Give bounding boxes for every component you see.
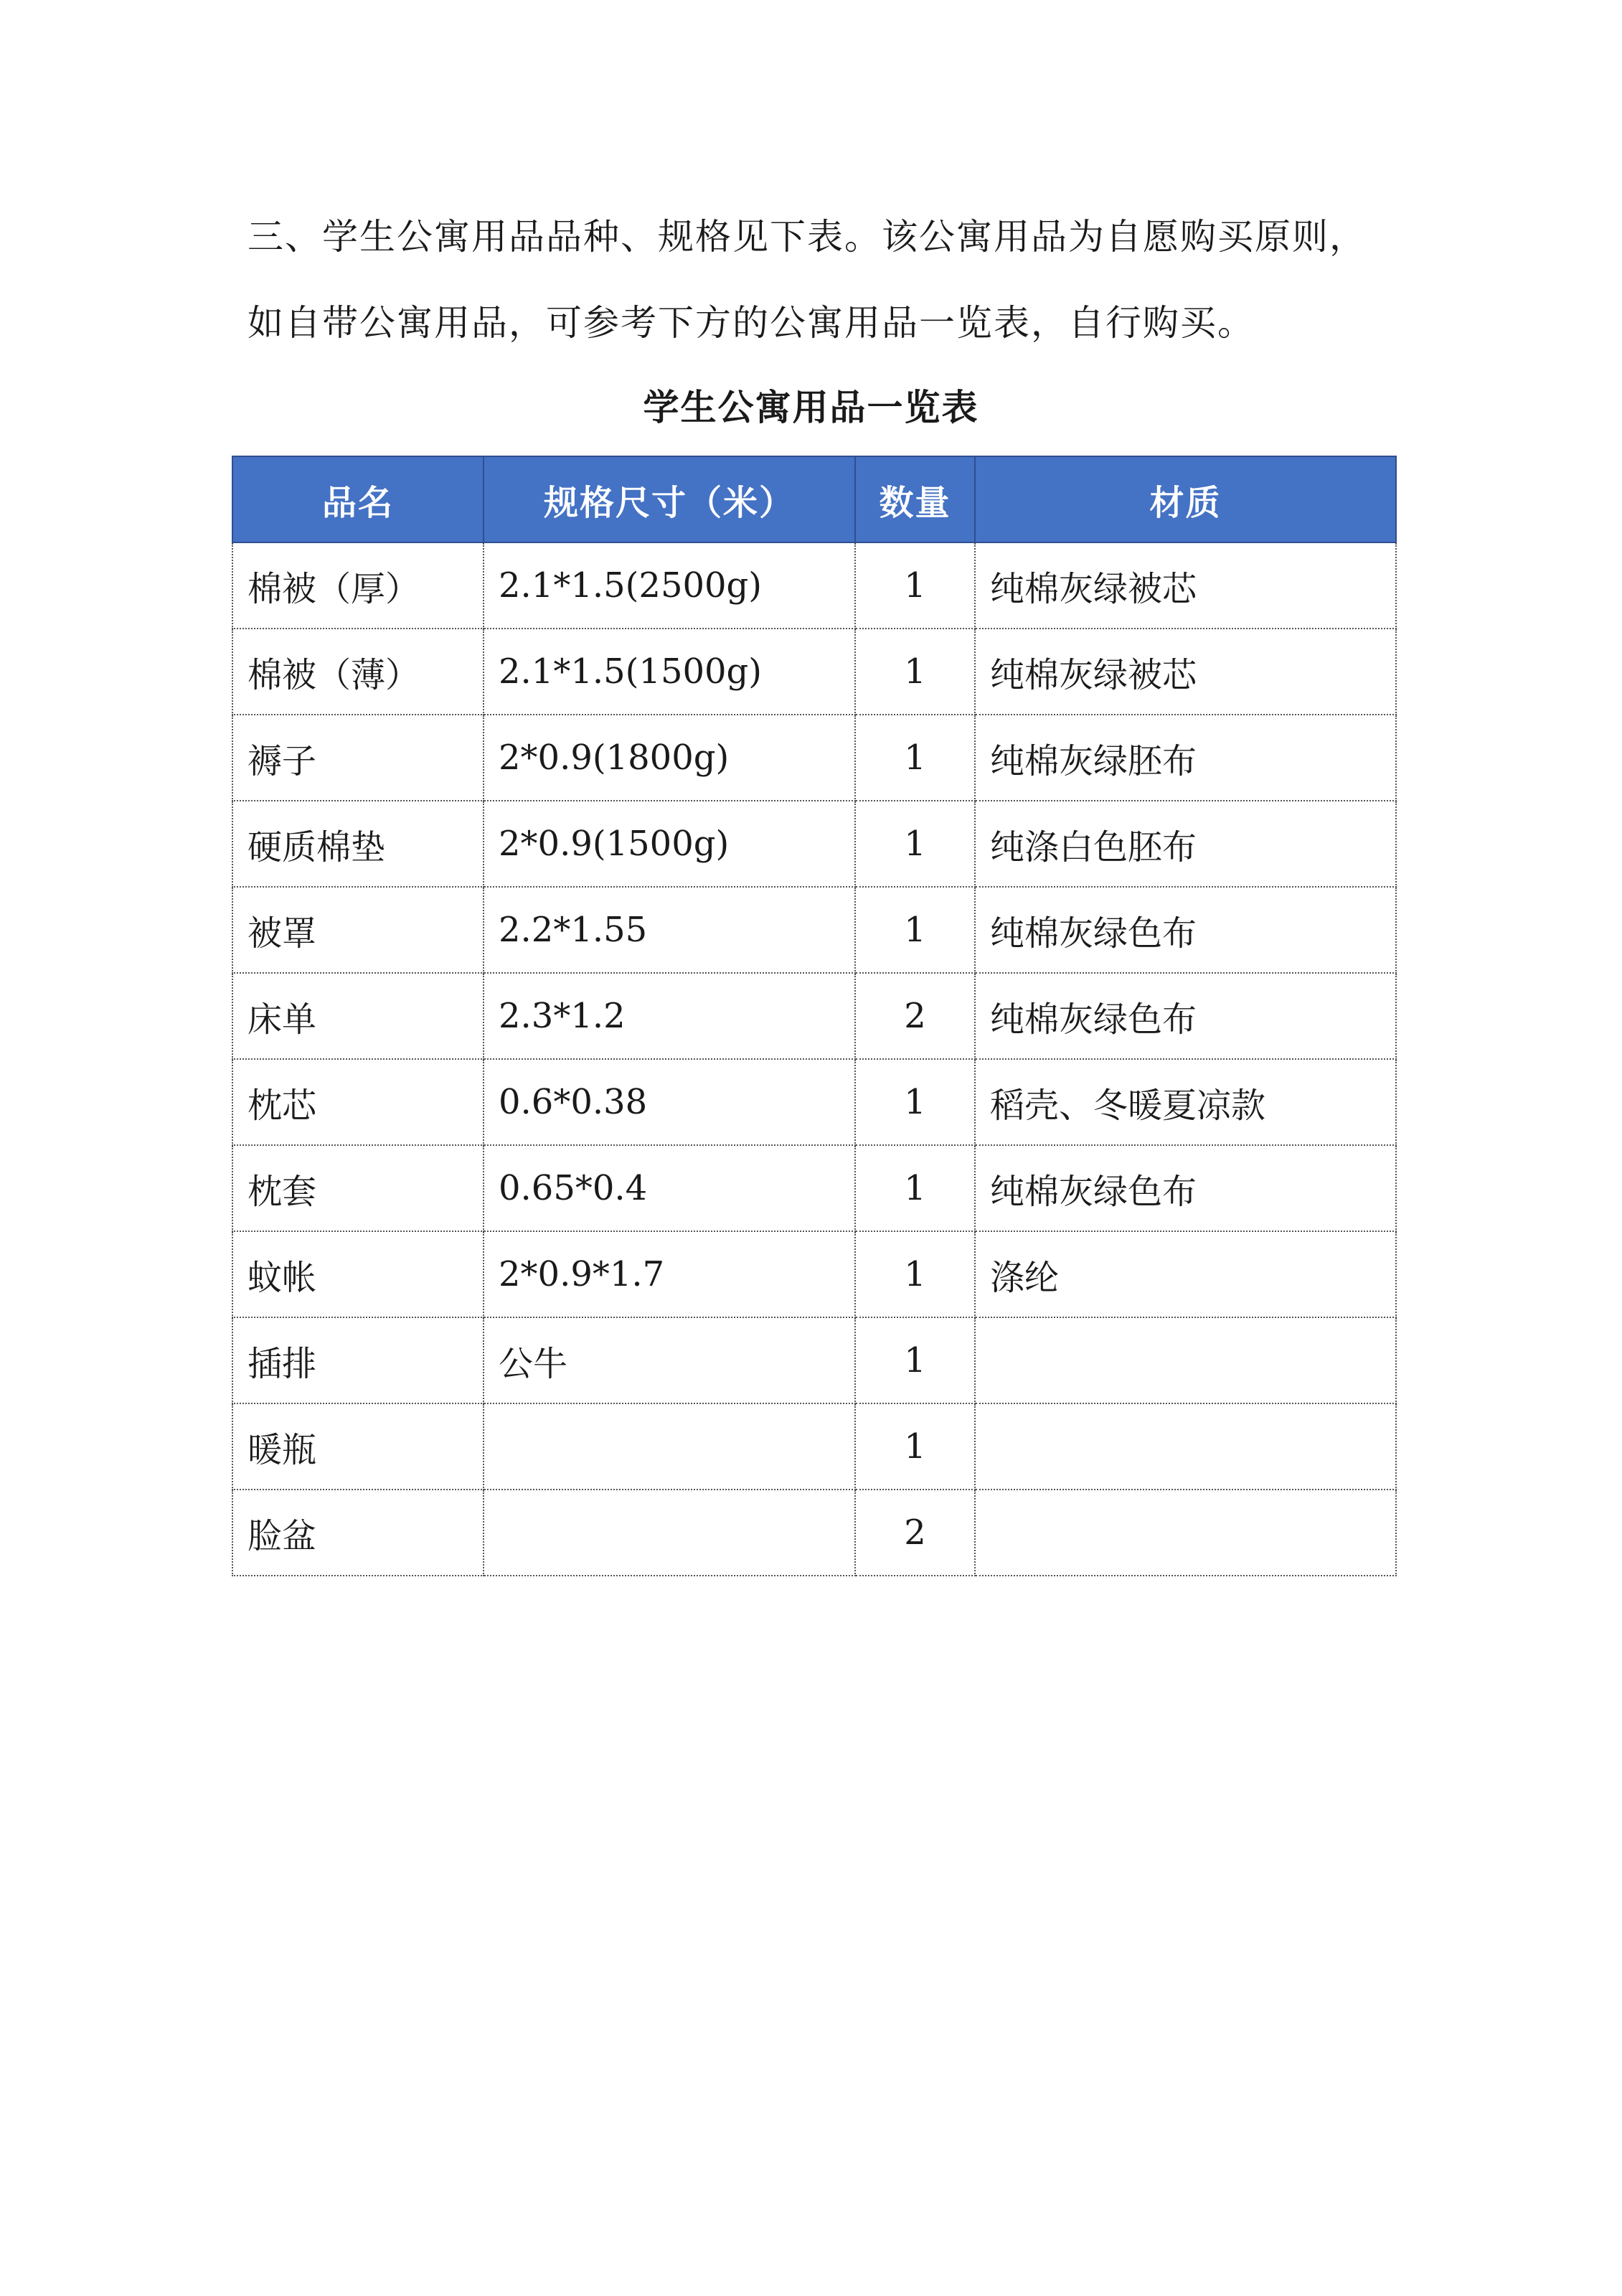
cell-spec: 2.2*1.55 [484, 887, 855, 973]
cell-material: 纯棉灰绿色布 [975, 973, 1396, 1059]
table-row [232, 1059, 1396, 1145]
cell-name: 暖瓶 [232, 1403, 484, 1490]
cell-name: 插排 [232, 1317, 484, 1403]
table-row [232, 1231, 1396, 1317]
cell-name: 床单 [232, 973, 484, 1059]
cell-name: 被罩 [232, 887, 484, 973]
table-header-row [232, 456, 1396, 542]
header-qty: 数量 [855, 456, 975, 542]
cell-name: 棉被（薄） [232, 629, 484, 715]
table-row [232, 629, 1396, 715]
header-material: 材质 [975, 456, 1396, 542]
supplies-table [232, 456, 1397, 1576]
cell-material: 纯棉灰绿色布 [975, 1145, 1396, 1231]
cell-spec: 0.6*0.38 [484, 1059, 855, 1145]
table-row [232, 715, 1396, 801]
table-row [232, 1145, 1396, 1231]
cell-name: 枕芯 [232, 1059, 484, 1145]
cell-name: 枕套 [232, 1145, 484, 1231]
table-row [232, 973, 1396, 1059]
cell-spec: 2.1*1.5(2500g) [484, 542, 855, 629]
cell-spec: 2*0.9*1.7 [484, 1231, 855, 1317]
cell-qty: 1 [855, 1231, 975, 1317]
table-title: 学生公寓用品一览表 [643, 386, 979, 428]
header-name: 品名 [232, 456, 484, 542]
cell-spec [484, 1490, 855, 1576]
cell-material: 纯棉灰绿被芯 [975, 629, 1396, 715]
cell-name: 蚊帐 [232, 1231, 484, 1317]
table-row [232, 1317, 1396, 1403]
cell-qty: 1 [855, 1317, 975, 1403]
cell-material [975, 1490, 1396, 1576]
header-spec: 规格尺寸（米） [484, 456, 855, 542]
cell-spec [484, 1403, 855, 1490]
cell-qty: 1 [855, 715, 975, 801]
cell-qty: 1 [855, 801, 975, 887]
cell-spec: 2*0.9(1500g) [484, 801, 855, 887]
cell-spec: 公牛 [484, 1317, 855, 1403]
cell-qty: 2 [855, 1490, 975, 1576]
table-row [232, 1490, 1396, 1576]
cell-qty: 1 [855, 1403, 975, 1490]
cell-material: 纯涤白色胚布 [975, 801, 1396, 887]
cell-qty: 1 [855, 1059, 975, 1145]
cell-material: 稻壳、冬暖夏凉款 [975, 1059, 1396, 1145]
cell-material [975, 1317, 1396, 1403]
cell-qty: 1 [855, 629, 975, 715]
cell-qty: 2 [855, 973, 975, 1059]
cell-qty: 1 [855, 1145, 975, 1231]
table-row [232, 1403, 1396, 1490]
intro-paragraph-line-1: 三、学生公寓用品品种、规格见下表。该公寓用品为自愿购买原则， [247, 216, 1367, 258]
cell-name: 硬质棉垫 [232, 801, 484, 887]
intro-paragraph-line-2: 如自带公寓用品，可参考下方的公寓用品一览表，自行购买。 [247, 302, 1255, 344]
table-row [232, 887, 1396, 973]
cell-spec: 2.3*1.2 [484, 973, 855, 1059]
cell-spec: 2*0.9(1800g) [484, 715, 855, 801]
cell-material: 纯棉灰绿色布 [975, 887, 1396, 973]
cell-qty: 1 [855, 887, 975, 973]
cell-spec: 2.1*1.5(1500g) [484, 629, 855, 715]
table-row [232, 801, 1396, 887]
cell-name: 棉被（厚） [232, 542, 484, 629]
table-row [232, 542, 1396, 629]
cell-material [975, 1403, 1396, 1490]
cell-qty: 1 [855, 542, 975, 629]
cell-material: 纯棉灰绿被芯 [975, 542, 1396, 629]
cell-name: 脸盆 [232, 1490, 484, 1576]
cell-material: 纯棉灰绿胚布 [975, 715, 1396, 801]
cell-name: 褥子 [232, 715, 484, 801]
cell-material: 涤纶 [975, 1231, 1396, 1317]
cell-spec: 0.65*0.4 [484, 1145, 855, 1231]
